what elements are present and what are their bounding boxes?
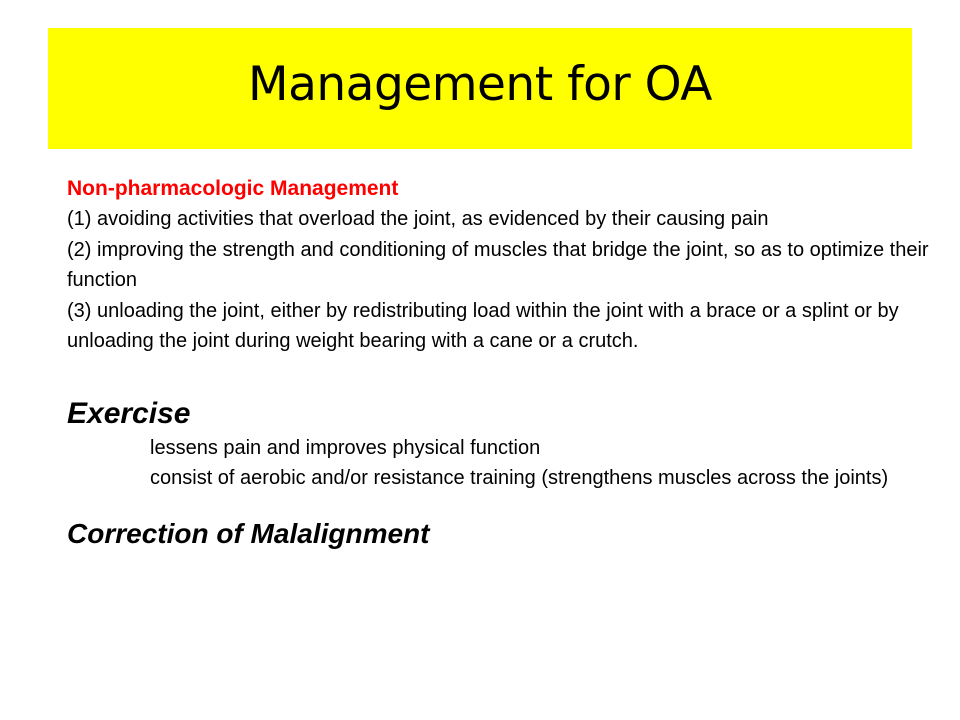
subheading-non-pharmacologic: Non-pharmacologic Management (67, 177, 399, 200)
list-item-1: (1) avoiding activities that overload the joint, as evidenced by their causing pain (67, 208, 769, 230)
exercise-line-1: lessens pain and improves physical function (150, 436, 541, 459)
slide-title: Management for OA (248, 57, 712, 112)
list-item-3: (3) unloading the joint, either by redistributing load within the joint with a brace or a splint or by unloading the joint during weight bearing with a cane or a crutch. (67, 299, 899, 352)
slide-body (67, 174, 937, 552)
correction-heading: Correction of Malalignment (67, 517, 430, 549)
list-item-2: (2) improving the strength and conditioning of muscles that bridge the joint, so as to optimize their function (67, 238, 929, 291)
exercise-heading: Exercise (67, 396, 191, 430)
exercise-line-2: consist of aerobic and/or resistance training (strengthens muscles across the joints) (150, 467, 889, 489)
title-banner (48, 28, 912, 149)
spacer (67, 357, 937, 395)
